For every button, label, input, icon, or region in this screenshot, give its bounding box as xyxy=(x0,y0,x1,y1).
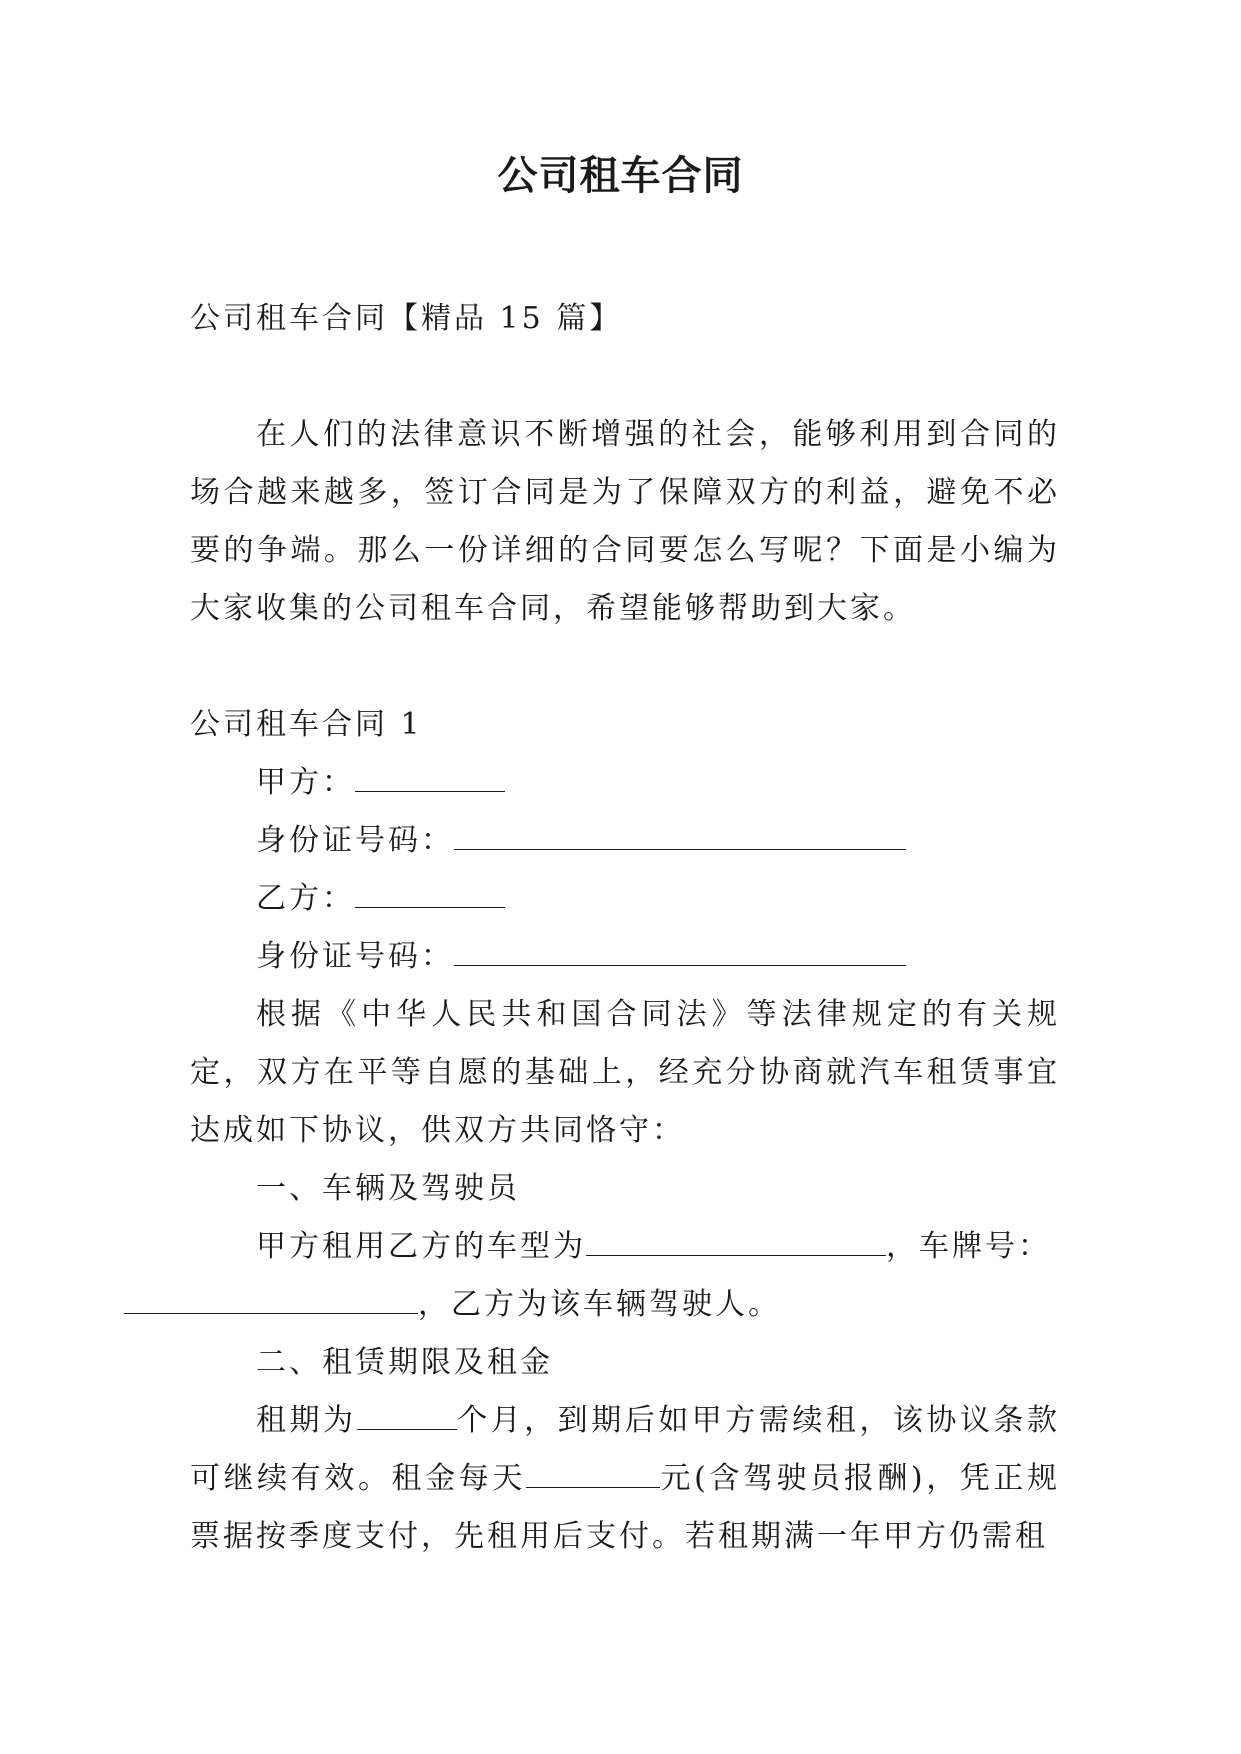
section2-text-b: 个月，到期后如甲方需续租，该协议条款可继续有效。租金每天 xyxy=(190,1403,1061,1496)
section1-text-a: 甲方租用乙方的车型为 xyxy=(256,1229,586,1264)
section1-paragraph xyxy=(190,1218,1060,1334)
section2-title: 二、租赁期限及租金 xyxy=(256,1345,553,1380)
party-a-id-field xyxy=(190,812,1060,870)
preamble-paragraph: 根据《中华人民共和国合同法》等法律规定的有关规定，双方在平等自愿的基础上，经充分协商就汽车租赁事宜达成如下协议，供双方共同恪守： xyxy=(190,997,1060,1148)
party-b-id-label: 身份证号码： xyxy=(256,939,454,974)
months-blank xyxy=(357,1395,457,1430)
party-b-id-field xyxy=(190,928,1060,986)
document-title: 公司租车合同 xyxy=(497,153,744,199)
plate-number-blank xyxy=(124,1279,418,1314)
party-a-blank xyxy=(355,757,505,792)
spacer xyxy=(190,348,1060,406)
contract-heading: 公司租车合同 1 xyxy=(190,707,423,742)
party-a-id-blank xyxy=(454,815,906,850)
party-b-blank xyxy=(355,873,505,908)
section1-title: 一、车辆及驾驶员 xyxy=(256,1171,520,1206)
party-b-label: 乙方： xyxy=(256,881,355,916)
section1-text-b: ，车牌号： xyxy=(886,1229,1051,1264)
document-subtitle: 公司租车合同【精品 15 篇】 xyxy=(190,301,623,336)
party-b-id-blank xyxy=(454,931,906,966)
section2-text-c: 元(含驾驶员报酬)，凭正规票据按季度支付，先租用后支付。若租期满一年甲方仍需租 xyxy=(190,1461,1060,1554)
party-b-field xyxy=(190,870,1060,928)
section1-text-c: ，乙方为该车辆驾驶人。 xyxy=(418,1287,781,1322)
car-model-blank xyxy=(586,1221,886,1256)
party-a-label: 甲方： xyxy=(256,765,355,800)
spacer xyxy=(190,638,1060,696)
party-a-id-label: 身份证号码： xyxy=(256,823,454,858)
section2-text-a: 租期为 xyxy=(256,1403,357,1438)
daily-rent-blank xyxy=(526,1453,660,1488)
party-a-field xyxy=(190,754,1060,812)
intro-paragraph: 在人们的法律意识不断增强的社会，能够利用到合同的场合越来越多，签订合同是为了保障双方的利益，避免不必要的争端。那么一份详细的合同要怎么写呢？下面是小编为大家收集的公司租车合同，希望能够帮助到大家。 xyxy=(190,417,1060,626)
document-body xyxy=(190,290,1060,1566)
section2-paragraph xyxy=(190,1392,1060,1566)
